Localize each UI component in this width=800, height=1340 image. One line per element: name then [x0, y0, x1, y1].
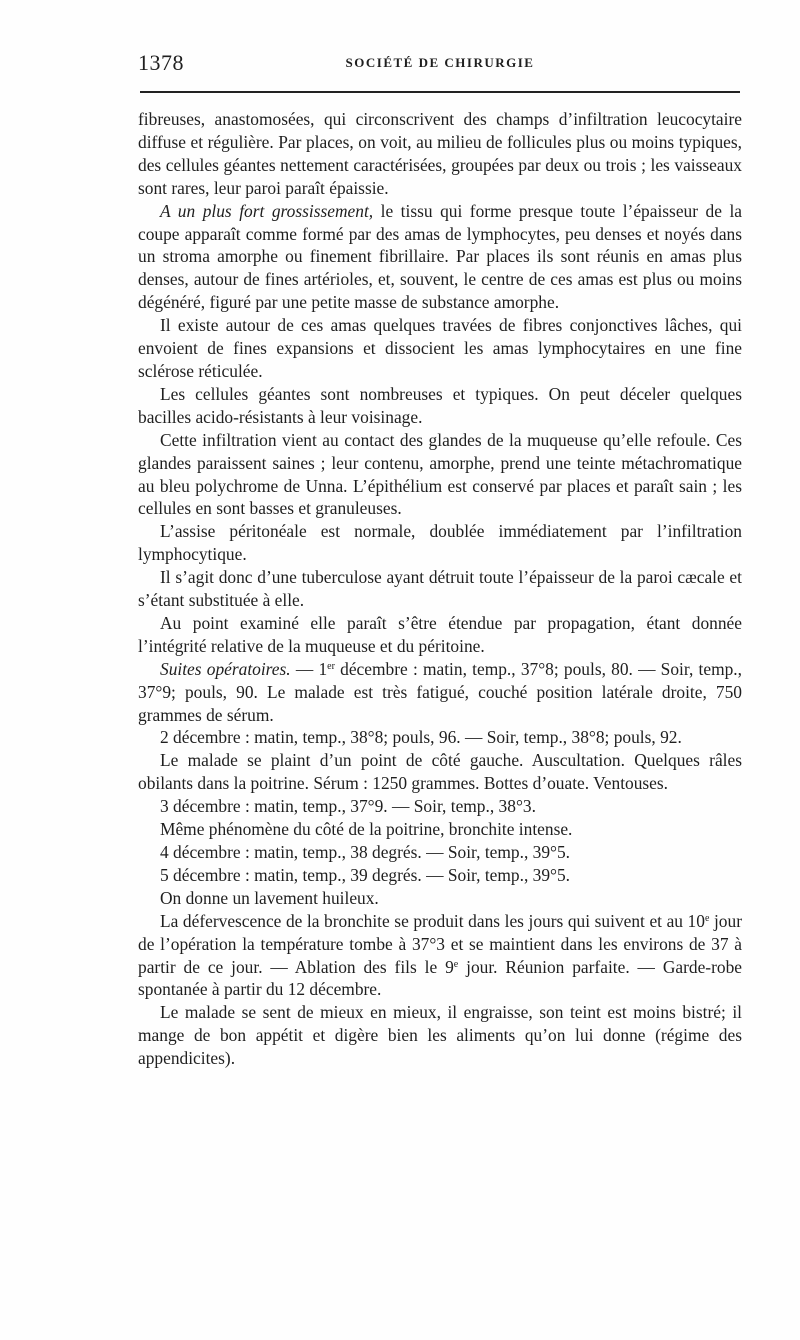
- page-number: 1378: [138, 50, 184, 75]
- paragraph: On donne un lavement huileux.: [160, 887, 379, 908]
- paragraph: 5 décembre : matin, temp., 39 degrés. — Soir, temp., 39°5.: [160, 864, 571, 885]
- paragraph: 4 décembre : matin, temp., 38 degrés. — Soir, temp., 39°5.: [160, 842, 571, 862]
- body-text: [138, 108, 742, 1070]
- paragraph: Suites opératoires. — 1er décembre : matin, temp., 37°8; pouls, 80. — Soir, temp., 37°9; pouls, 90. Le malade est très fatigué, couché position latérale droite, 750 grammes de sérum.: [138, 658, 742, 725]
- paragraph: L’assise péritonéale est normale, doublée immédiatement par l’infiltration lymphocytique.: [138, 521, 742, 565]
- paragraph: fibreuses, anastomosées, qui circonscrivent des champs d’infiltration leucocytaire diffuse et régulière. Par places, on voit, au milieu de follicules plus ou moins typiques, des cellules géantes nettement caractérisées, groupées par deux ou trois ; les vaisseaux sont rares, leur paroi paraît épaissie.: [138, 109, 742, 198]
- italic-lead: A un plus fort grossissement,: [160, 200, 374, 221]
- running-head: SOCIÉTÉ DE CHIRURGIE: [345, 55, 535, 70]
- paragraph: Au point examiné elle paraît s’être étendue par propagation, étant donnée l’intégrité relative de la muqueuse et du péritoine.: [138, 612, 742, 656]
- paragraph: Même phénomène du côté de la poitrine, bronchite intense.: [160, 819, 573, 840]
- paragraph: Il s’agit donc d’une tuberculose ayant détruit toute l’épaisseur de la paroi cæcale et s’étant substituée à elle.: [138, 567, 742, 611]
- paragraph: Les cellules géantes sont nombreuses et typiques. On peut déceler quelques bacilles acido-résistants à leur voisinage.: [138, 383, 742, 427]
- italic-lead: Suites opératoires.: [160, 658, 291, 679]
- paragraph: 3 décembre : matin, temp., 37°9. — Soir, temp., 38°3.: [160, 796, 536, 817]
- paragraph: Cette infiltration vient au contact des glandes de la muqueuse qu’elle refoule. Ces glandes paraissent saines ; leur contenu, amorphe, prend une teinte métachromatique au bleu polychrome de Unna. L’épithélium est conservé par places et paraît sain ; les cellules en sont basses et granuleuses.: [138, 429, 742, 519]
- paragraph: Le malade se plaint d’un point de côté gauche. Auscultation. Quelques râles obilants dans la poitrine. Sérum : 1250 grammes. Bottes d’ouate. Ventouses.: [138, 750, 742, 794]
- paragraph: Il existe autour de ces amas quelques travées de fibres conjonctives lâches, qui envoient de fines expansions et dissocient les amas lymphocytaires en une fine sclérose réticulée.: [138, 315, 742, 381]
- page-header: [138, 50, 742, 80]
- paragraph: Le malade se sent de mieux en mieux, il engraisse, son teint est moins bistré; il mange de bon appétit et digère bien les aliments qu’on lui donne (régime des appendicites).: [138, 1002, 742, 1069]
- paragraph: La défervescence de la bronchite se produit dans les jours qui suivent et au 10e jour de l’opération la température tombe à 37°3 et se maintient dans les environs de 37 à partir de ce jour. — Ablation des fils le 9e jour. Réunion parfaite. — Garde-robe spontanée à partir du 12 décembre.: [138, 910, 742, 1000]
- paragraph: A un plus fort grossissement, le tissu qui forme presque toute l’épaisseur de la coupe apparaît comme formé par des amas de lymphocytes, peu denses et noyés dans un stroma amorphe ou finement fibrillaire. Par places ils sont réunis en amas plus denses, autour de fines artérioles, et, souvent, le centre de ces amas est plus ou moins dégénéré, figuré par une petite masse de substance amorphe.: [138, 200, 742, 313]
- paragraph: 2 décembre : matin, temp., 38°8; pouls, 96. — Soir, temp., 38°8; pouls, 92.: [160, 727, 682, 748]
- header-rule: [140, 91, 740, 93]
